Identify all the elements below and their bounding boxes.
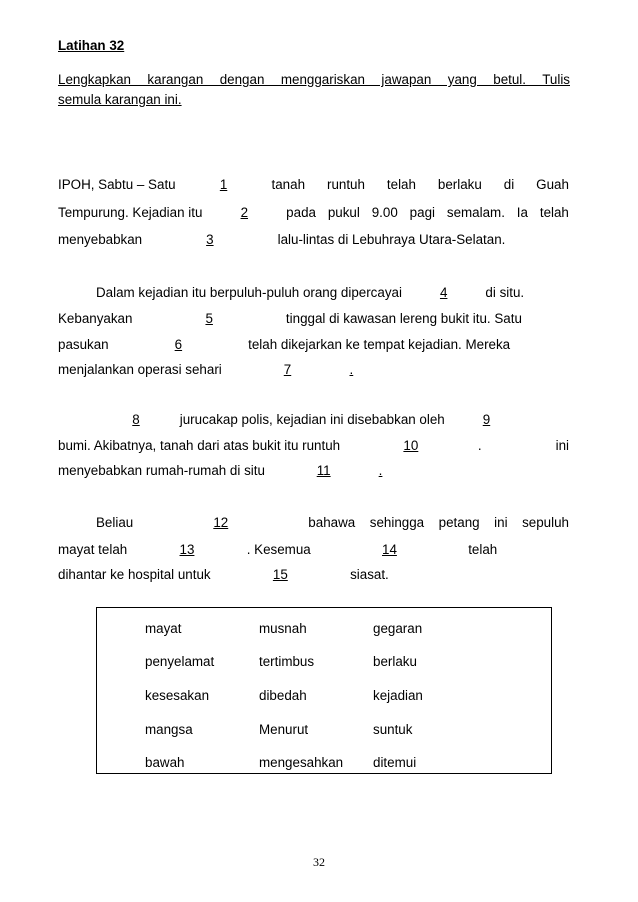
word-bank-item: tertimbus bbox=[259, 654, 315, 669]
word: berlaku bbox=[437, 177, 482, 192]
blank-8[interactable]: 8 bbox=[132, 412, 140, 427]
word: bahawa bbox=[308, 515, 356, 530]
instruction-line-2: semula karangan ini. bbox=[58, 92, 182, 107]
word-bank-item: kesesakan bbox=[145, 688, 210, 703]
text: ini bbox=[555, 438, 569, 453]
blank-11[interactable]: 11 bbox=[316, 463, 331, 478]
text: Dalam kejadian itu berpuluh-puluh orang dipercayai bbox=[96, 285, 402, 300]
text: telah bbox=[468, 542, 498, 557]
text: IPOH, Sabtu – Satu bbox=[58, 177, 176, 192]
word-bank-item: bawah bbox=[145, 755, 185, 770]
p2-line-4 bbox=[58, 360, 569, 380]
p4-line-1 bbox=[96, 513, 569, 533]
text: menjalankan operasi sehari bbox=[58, 362, 222, 377]
word: sehingga bbox=[369, 515, 425, 530]
word: telah bbox=[386, 177, 416, 192]
word-bank bbox=[96, 607, 552, 774]
word: Ia bbox=[516, 205, 528, 220]
blank-12[interactable]: 12 bbox=[213, 515, 229, 530]
text: Beliau bbox=[96, 515, 134, 530]
p4-line-3 bbox=[58, 565, 569, 585]
p1-line-2 bbox=[58, 203, 569, 223]
p2-line-3 bbox=[58, 335, 569, 355]
word: semalam. bbox=[446, 205, 505, 220]
word: telah bbox=[539, 205, 569, 220]
text: siasat. bbox=[350, 567, 389, 582]
word: Guah bbox=[536, 177, 569, 192]
word-bank-item: mangsa bbox=[145, 722, 193, 737]
p3-line-3 bbox=[58, 461, 569, 481]
text: pasukan bbox=[58, 337, 109, 352]
p4-line-2 bbox=[58, 540, 569, 560]
word-bank-item: gegaran bbox=[373, 621, 423, 636]
text: di situ. bbox=[485, 285, 525, 300]
p3-line-2 bbox=[58, 436, 569, 456]
word-bank-item: kejadian bbox=[373, 688, 423, 703]
p1-line-3 bbox=[58, 230, 569, 250]
text: menyebabkan bbox=[58, 232, 143, 247]
period: . bbox=[378, 463, 383, 478]
word-bank-item: mayat bbox=[145, 621, 182, 636]
p2-line-2 bbox=[58, 309, 569, 329]
word: pagi bbox=[409, 205, 435, 220]
word: pukul bbox=[327, 205, 360, 220]
p1-line-1 bbox=[58, 175, 569, 195]
word: 9.00 bbox=[371, 205, 398, 220]
text: telah dikejarkan ke tempat kejadian. Mereka bbox=[248, 337, 511, 352]
word-bank-item: Menurut bbox=[259, 722, 309, 737]
text: dihantar ke hospital untuk bbox=[58, 567, 211, 582]
word: pada bbox=[286, 205, 316, 220]
word-bank-item: penyelamat bbox=[145, 654, 215, 669]
word: ini bbox=[494, 515, 508, 530]
text: menyebabkan rumah-rumah di situ bbox=[58, 463, 265, 478]
word-bank-item: suntuk bbox=[373, 722, 413, 737]
text: Kebanyakan bbox=[58, 311, 133, 326]
blank-10[interactable]: 10 bbox=[403, 438, 419, 453]
p3-line-1 bbox=[96, 410, 569, 430]
word: runtuh bbox=[326, 177, 365, 192]
text: . Kesemua bbox=[246, 542, 311, 557]
blank-6[interactable]: 6 bbox=[174, 337, 183, 352]
period: . bbox=[349, 362, 354, 377]
word-bank-item: dibedah bbox=[259, 688, 307, 703]
text: Tempurung. Kejadian itu bbox=[58, 205, 203, 220]
period: . bbox=[477, 438, 482, 453]
blank-4[interactable]: 4 bbox=[439, 285, 448, 300]
blank-7[interactable]: 7 bbox=[283, 362, 292, 377]
blank-2[interactable]: 2 bbox=[240, 205, 249, 220]
blank-15[interactable]: 15 bbox=[272, 567, 288, 582]
text: tinggal di kawasan lereng bukit itu. Satu bbox=[285, 311, 522, 326]
word: petang bbox=[438, 515, 480, 530]
word-bank-item: musnah bbox=[259, 621, 307, 636]
word-bank-item: ditemui bbox=[373, 755, 417, 770]
word-bank-item: mengesahkan bbox=[259, 755, 344, 770]
word: di bbox=[503, 177, 515, 192]
instruction-line-1: Lengkapkan karangan dengan menggariskan jawapan yang betul. Tulis bbox=[58, 72, 570, 87]
text: jurucakap polis, kejadian ini disebabkan oleh bbox=[179, 412, 445, 427]
word: sepuluh bbox=[522, 515, 569, 530]
text: mayat telah bbox=[58, 542, 128, 557]
blank-9[interactable]: 9 bbox=[482, 412, 491, 427]
blank-3[interactable]: 3 bbox=[206, 232, 214, 247]
blank-13[interactable]: 13 bbox=[179, 542, 195, 557]
p2-line-1 bbox=[96, 283, 569, 303]
blank-14[interactable]: 14 bbox=[382, 542, 397, 557]
word: tanah bbox=[271, 177, 306, 192]
blank-1[interactable]: 1 bbox=[219, 177, 228, 192]
word-bank-item: berlaku bbox=[373, 654, 417, 669]
blank-5[interactable]: 5 bbox=[205, 311, 213, 326]
text: lalu-lintas di Lebuhraya Utara-Selatan. bbox=[277, 232, 506, 247]
exercise-title: Latihan 32 bbox=[58, 38, 125, 53]
page-number: 32 bbox=[313, 855, 325, 869]
text: bumi. Akibatnya, tanah dari atas bukit itu runtuh bbox=[58, 438, 341, 453]
